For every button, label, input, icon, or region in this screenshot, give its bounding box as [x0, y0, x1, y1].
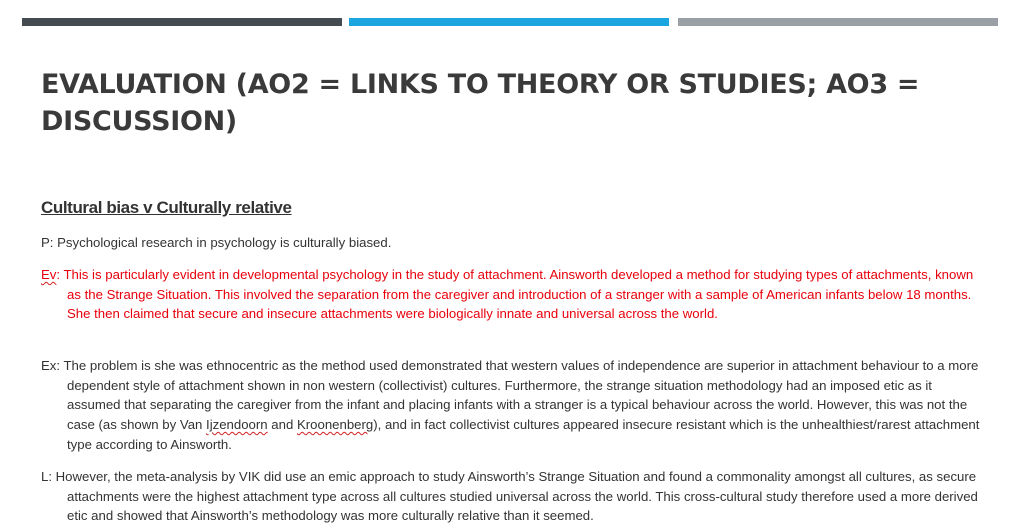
paragraph-link: L: However, the meta-analysis by VIK did use an emic approach to study Ainsworth’s Strange Situation and found a commonality amongst all cultures, as secure attachments were the highest attachment type across all cultures studied universal across the world. This cross-cultural study therefore used a more derived etic and showed that Ainsworth’s methodology was more culturally relative than it seemed. [41, 469, 978, 524]
explanation-text-3: ), and in fact collectivist cultures appeared insecure resistant which is the unhealthiest/rarest attachment type according to Ainsworth. [67, 417, 980, 452]
evidence-prefix: Ev [41, 267, 57, 282]
slide-title: EVALUATION (AO2 = LINKS TO THEORY OR STUDIES; AO3 = DISCUSSION) [41, 69, 920, 137]
explanation-text-1: Ex: The problem is she was ethnocentric as the method used demonstrated that western values of independence are superior in attachment behaviour to a more dependent style of attachment shown in non western (collectivist) cultures. Furthermore, the strange situation methodology had an imposed etic as it assumed that separating the caregiver from the infant and placing infants with a stranger is a typical behaviour across the world. However, this was not the case (as shown by Van [41, 358, 979, 433]
point-prefix: P: [41, 235, 54, 250]
point-text: Psychological research in psychology is culturally biased. [53, 235, 392, 250]
accent-bar-dark [22, 18, 342, 26]
author-kroonenberg: Kroonenberg [296, 417, 374, 433]
accent-bar-gray [678, 18, 998, 26]
paragraph-evidence [41, 265, 986, 324]
section-heading: Cultural bias v Culturally relative [41, 198, 292, 217]
paragraph-explanation [41, 356, 986, 455]
author-ijzendoorn: Ijzendoorn [206, 417, 268, 433]
evidence-text: : This is particularly evident in developmental psychology in the study of attachment. Ainsworth developed a method for studying types of attachments, known as the Strange Situation. This involved the separation from the caregiver and introduction of a stranger with a sample of American infants below 18 months. She then claimed that secure and insecure attachments were biologically innate and universal across the world. [56, 267, 974, 322]
paragraph-point [41, 233, 986, 253]
accent-bar-blue [349, 18, 669, 26]
explanation-text-2: and [267, 417, 297, 433]
